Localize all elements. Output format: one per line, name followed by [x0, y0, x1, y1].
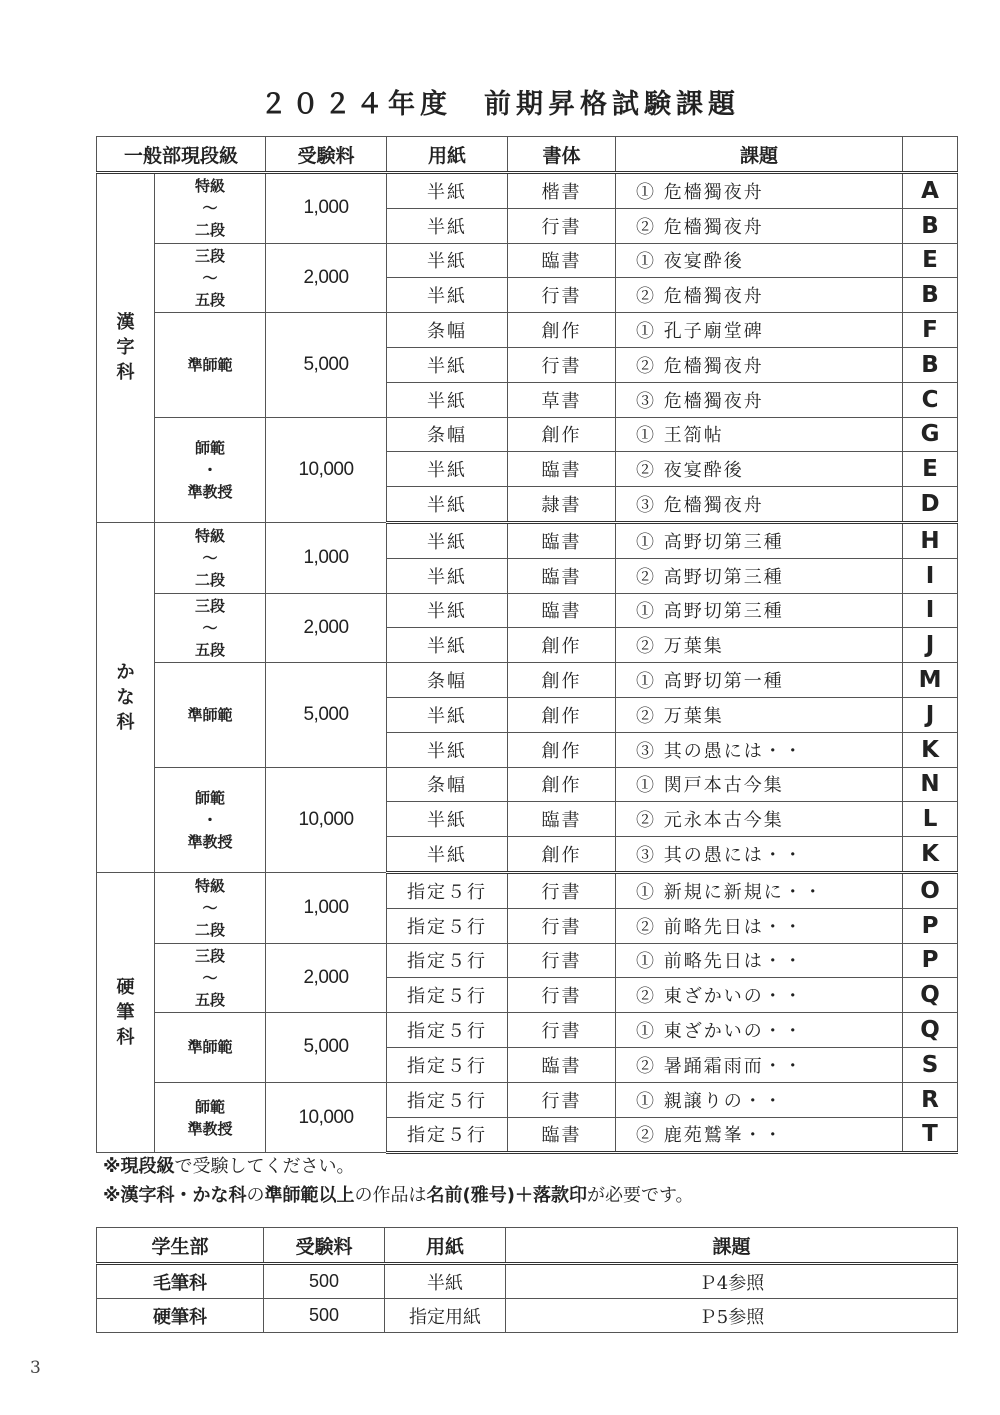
grade-label: 準師範 — [155, 313, 266, 417]
subject-code: L — [903, 802, 958, 837]
department-label: 漢 字 科 — [97, 173, 155, 523]
fee-value: 1,000 — [266, 173, 387, 244]
fee-value: 2,000 — [266, 593, 387, 663]
style-value: 行書 — [508, 1013, 616, 1048]
grade-label: 三段 〜 五段 — [155, 593, 266, 663]
student-row — [97, 1299, 958, 1333]
style-value: 臨書 — [508, 452, 616, 487]
paper-value: 条幅 — [387, 417, 508, 452]
note-segment: で受験してください。 — [174, 1156, 355, 1177]
subject-value: ① 関戸本古今集 — [616, 767, 903, 802]
subject-code: G — [903, 417, 958, 452]
table-row — [97, 872, 958, 908]
style-value: 創作 — [508, 313, 616, 348]
style-value: 創作 — [508, 417, 616, 452]
subject-code: Q — [903, 1013, 958, 1048]
subject-code: M — [903, 663, 958, 698]
fee-value: 10,000 — [266, 767, 387, 872]
grade-label: 師範 準教授 — [155, 1082, 266, 1153]
subject-value: ① 新規に新規に・・ — [616, 872, 903, 908]
paper-value: 半紙 — [387, 347, 508, 382]
subject-code: I — [903, 558, 958, 593]
grade-label: 三段 〜 五段 — [155, 943, 266, 1013]
fee-value: 5,000 — [266, 1013, 387, 1083]
paper-value: 指定５行 — [387, 1047, 508, 1082]
paper-value: 半紙 — [387, 837, 508, 873]
paper-value: 半紙 — [387, 487, 508, 523]
note-segment: の — [246, 1185, 265, 1206]
table-row — [97, 417, 958, 452]
paper-value: 指定５行 — [387, 1013, 508, 1048]
subject-value: ① 前略先日は・・ — [616, 943, 903, 978]
paper-value: 半紙 — [387, 732, 508, 767]
paper-value: 半紙 — [387, 208, 508, 243]
table-row — [97, 1013, 958, 1048]
subject-code: H — [903, 522, 958, 558]
subject-value: ① 親譲りの・・ — [616, 1082, 903, 1117]
fee-value: 10,000 — [266, 1082, 387, 1153]
paper-value: 半紙 — [387, 452, 508, 487]
student-paper: 半紙 — [385, 1264, 506, 1299]
style-value: 臨書 — [508, 1117, 616, 1153]
style-value: 行書 — [508, 978, 616, 1013]
paper-value: 半紙 — [387, 697, 508, 732]
department-label: 硬 筆 科 — [97, 872, 155, 1152]
fee-value: 2,000 — [266, 243, 387, 313]
subject-value: ③ 危檣獨夜舟 — [616, 487, 903, 523]
paper-value: 指定５行 — [387, 908, 508, 943]
subject-code: F — [903, 313, 958, 348]
paper-value: 指定５行 — [387, 872, 508, 908]
table-row — [97, 243, 958, 278]
subject-code: E — [903, 452, 958, 487]
subject-code: K — [903, 732, 958, 767]
subject-value: ② 暑踊霜雨而・・ — [616, 1047, 903, 1082]
table-row — [97, 1082, 958, 1117]
note-segment: の作品は — [354, 1185, 427, 1206]
subject-value: ① 危檣獨夜舟 — [616, 173, 903, 209]
grade-label: 準師範 — [155, 1013, 266, 1083]
note-line — [103, 1181, 694, 1210]
paper-value: 半紙 — [387, 593, 508, 628]
style-value: 行書 — [508, 208, 616, 243]
style-value: 行書 — [508, 278, 616, 313]
style-value: 創作 — [508, 628, 616, 663]
header-style: 書体 — [508, 137, 616, 173]
subject-value: ② 夜宴酔後 — [616, 452, 903, 487]
paper-value: 半紙 — [387, 382, 508, 417]
style-value: 草書 — [508, 382, 616, 417]
subject-code: K — [903, 837, 958, 873]
student-paper: 指定用紙 — [385, 1299, 506, 1333]
student-subject: Ｐ4参照 — [506, 1264, 958, 1299]
student-header-fee: 受験料 — [264, 1228, 385, 1264]
subject-value: ③ 其の愚には・・ — [616, 837, 903, 873]
subject-code: N — [903, 767, 958, 802]
style-value: 臨書 — [508, 1047, 616, 1082]
subject-code: J — [903, 697, 958, 732]
student-subject: Ｐ5参照 — [506, 1299, 958, 1333]
table-row — [97, 313, 958, 348]
style-value: 行書 — [508, 347, 616, 382]
subject-code: P — [903, 943, 958, 978]
subject-code: C — [903, 382, 958, 417]
subject-value: ② 高野切第三種 — [616, 558, 903, 593]
grade-label: 特級 〜 二段 — [155, 522, 266, 593]
note-line — [103, 1152, 694, 1181]
subject-value: ③ 其の愚には・・ — [616, 732, 903, 767]
paper-value: 指定５行 — [387, 943, 508, 978]
grade-label: 師範 ・ 準教授 — [155, 417, 266, 522]
style-value: 行書 — [508, 872, 616, 908]
page-number: 3 — [30, 1358, 41, 1378]
subject-value: ② 万葉集 — [616, 697, 903, 732]
fee-value: 5,000 — [266, 313, 387, 417]
subject-code: S — [903, 1047, 958, 1082]
subject-code: B — [903, 278, 958, 313]
student-fee: 500 — [264, 1299, 385, 1333]
subject-value: ① 高野切第三種 — [616, 593, 903, 628]
subject-value: ① 孔子廟堂碑 — [616, 313, 903, 348]
subject-code: O — [903, 872, 958, 908]
paper-value: 指定５行 — [387, 978, 508, 1013]
header-subject: 課題 — [616, 137, 903, 173]
paper-value: 半紙 — [387, 628, 508, 663]
notes — [103, 1152, 694, 1210]
grade-label: 三段 〜 五段 — [155, 243, 266, 313]
paper-value: 半紙 — [387, 173, 508, 209]
paper-value: 半紙 — [387, 278, 508, 313]
style-value: 臨書 — [508, 558, 616, 593]
fee-value: 5,000 — [266, 663, 387, 767]
subject-value: ② 危檣獨夜舟 — [616, 347, 903, 382]
table-row — [97, 173, 958, 209]
student-header-paper: 用紙 — [385, 1228, 506, 1264]
grade-label: 師範 ・ 準教授 — [155, 767, 266, 872]
subject-value: ② 危檣獨夜舟 — [616, 208, 903, 243]
style-value: 楷書 — [508, 173, 616, 209]
fee-value: 1,000 — [266, 522, 387, 593]
style-value: 臨書 — [508, 243, 616, 278]
exam-table — [96, 136, 958, 1154]
student-header-dept: 学生部 — [97, 1228, 264, 1264]
subject-value: ② 東ざかいの・・ — [616, 978, 903, 1013]
table-row — [97, 593, 958, 628]
subject-value: ② 危檣獨夜舟 — [616, 278, 903, 313]
subject-code: T — [903, 1117, 958, 1153]
student-dept: 硬筆科 — [97, 1299, 264, 1333]
table-row — [97, 943, 958, 978]
fee-value: 2,000 — [266, 943, 387, 1013]
subject-value: ② 元永本古今集 — [616, 802, 903, 837]
paper-value: 条幅 — [387, 663, 508, 698]
paper-value: 半紙 — [387, 243, 508, 278]
fee-value: 10,000 — [266, 417, 387, 522]
table-row — [97, 663, 958, 698]
subject-value: ① 高野切第三種 — [616, 522, 903, 558]
header-fee: 受験料 — [266, 137, 387, 173]
subject-code: Q — [903, 978, 958, 1013]
note-segment: ※ — [103, 1156, 121, 1177]
style-value: 創作 — [508, 697, 616, 732]
paper-value: 条幅 — [387, 767, 508, 802]
table-row — [97, 767, 958, 802]
note-segment: 名前(雅号)＋落款印 — [426, 1185, 587, 1206]
style-value: 臨書 — [508, 593, 616, 628]
style-value: 創作 — [508, 837, 616, 873]
note-segment: が必要です。 — [586, 1185, 694, 1206]
style-value: 創作 — [508, 732, 616, 767]
subject-value: ① 王箚帖 — [616, 417, 903, 452]
note-segment: 漢字科・かな科 — [120, 1185, 247, 1206]
table-row — [97, 522, 958, 558]
grade-label: 特級 〜 二段 — [155, 173, 266, 244]
subject-value: ③ 危檣獨夜舟 — [616, 382, 903, 417]
paper-value: 半紙 — [387, 802, 508, 837]
header-dept: 一般部現段級 — [97, 137, 266, 173]
subject-code: R — [903, 1082, 958, 1117]
student-dept: 毛筆科 — [97, 1264, 264, 1299]
grade-label: 準師範 — [155, 663, 266, 767]
paper-value: 半紙 — [387, 558, 508, 593]
header-row — [97, 137, 958, 173]
subject-value: ② 前略先日は・・ — [616, 908, 903, 943]
student-fee: 500 — [264, 1264, 385, 1299]
note-segment: ※ — [103, 1185, 121, 1206]
subject-code: D — [903, 487, 958, 523]
subject-value: ② 万葉集 — [616, 628, 903, 663]
header-paper: 用紙 — [387, 137, 508, 173]
department-label: か な 科 — [97, 522, 155, 872]
style-value: 隷書 — [508, 487, 616, 523]
grade-label: 特級 〜 二段 — [155, 872, 266, 943]
header-code — [903, 137, 958, 173]
style-value: 創作 — [508, 663, 616, 698]
style-value: 臨書 — [508, 802, 616, 837]
fee-value: 1,000 — [266, 872, 387, 943]
student-header-subject: 課題 — [506, 1228, 958, 1264]
subject-code: A — [903, 173, 958, 209]
subject-value: ① 夜宴酔後 — [616, 243, 903, 278]
subject-code: J — [903, 628, 958, 663]
paper-value: 指定５行 — [387, 1082, 508, 1117]
subject-code: B — [903, 347, 958, 382]
student-row — [97, 1264, 958, 1299]
note-segment: 準師範以上 — [264, 1185, 355, 1206]
subject-code: I — [903, 593, 958, 628]
style-value: 行書 — [508, 943, 616, 978]
subject-value: ② 鹿苑鷲峯・・ — [616, 1117, 903, 1153]
paper-value: 半紙 — [387, 522, 508, 558]
style-value: 臨書 — [508, 522, 616, 558]
style-value: 創作 — [508, 767, 616, 802]
subject-code: P — [903, 908, 958, 943]
paper-value: 条幅 — [387, 313, 508, 348]
subject-code: E — [903, 243, 958, 278]
paper-value: 指定５行 — [387, 1117, 508, 1153]
page-title: ２０２４年度 前期昇格試験課題 — [260, 89, 740, 120]
subject-value: ① 高野切第一種 — [616, 663, 903, 698]
style-value: 行書 — [508, 1082, 616, 1117]
subject-value: ① 東ざかいの・・ — [616, 1013, 903, 1048]
subject-code: B — [903, 208, 958, 243]
note-segment: 現段級 — [120, 1156, 175, 1177]
student-header-row — [97, 1228, 958, 1264]
style-value: 行書 — [508, 908, 616, 943]
student-table — [96, 1227, 958, 1333]
